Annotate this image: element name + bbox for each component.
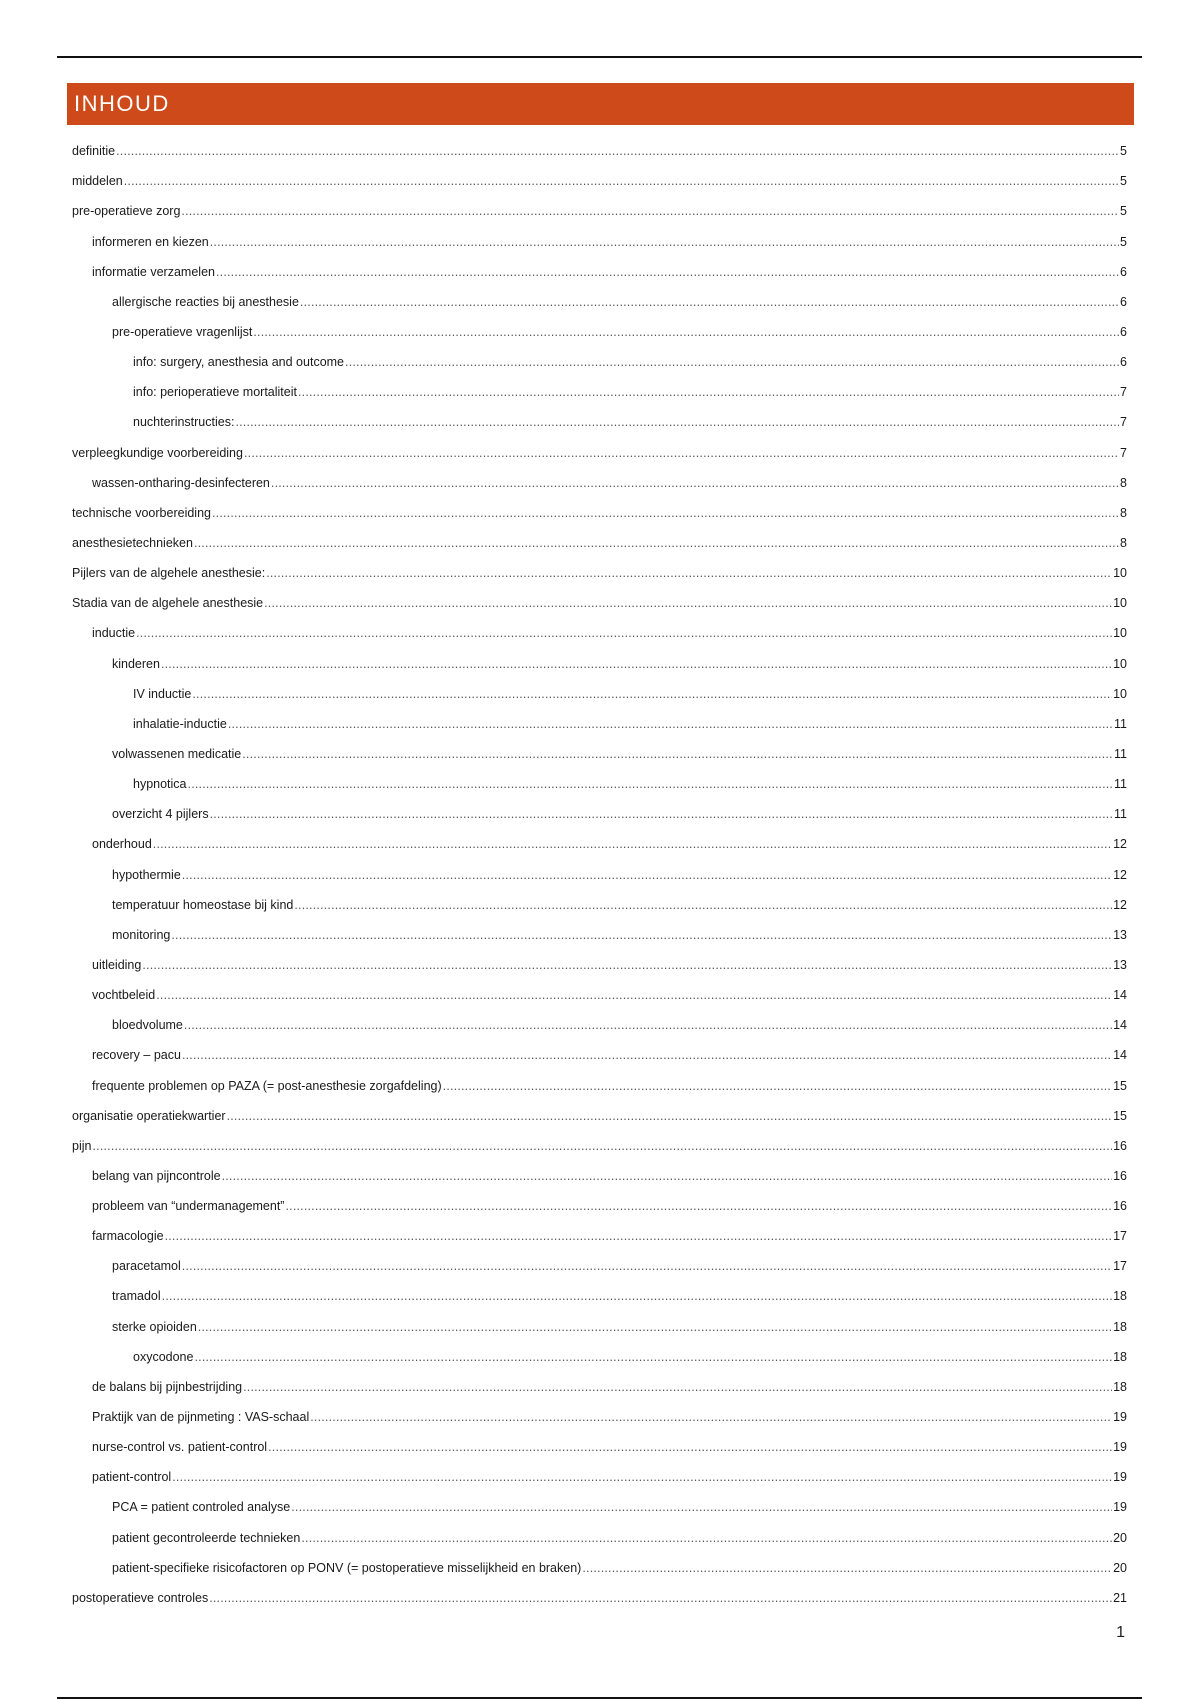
toc-entry-page: 19 (1113, 1440, 1127, 1455)
toc-entry-title: technische voorbereiding (72, 505, 211, 520)
toc-dot-leader (182, 1259, 1112, 1273)
toc-entry[interactable] (72, 467, 1127, 497)
toc-entry[interactable] (72, 919, 1127, 949)
toc-entry[interactable] (72, 1039, 1127, 1069)
toc-dot-leader (188, 777, 1114, 791)
toc-dot-leader (194, 536, 1119, 550)
bottom-rule (57, 1697, 1142, 1699)
toc-entry-page: 20 (1113, 1560, 1127, 1575)
toc-entry-title: belang van pijncontrole (92, 1168, 221, 1183)
toc-entry[interactable] (72, 1341, 1127, 1371)
toc-entry-page: 7 (1120, 445, 1127, 460)
toc-entry-title: kinderen (112, 656, 160, 671)
toc-entry-page: 10 (1113, 656, 1127, 671)
toc-entry-page: 10 (1113, 686, 1127, 701)
toc-entry[interactable] (72, 949, 1127, 979)
toc-entry-page: 20 (1113, 1530, 1127, 1545)
toc-dot-leader (582, 1561, 1112, 1575)
toc-entry[interactable] (72, 1160, 1127, 1190)
toc-entry[interactable] (72, 858, 1127, 888)
toc-entry[interactable] (72, 708, 1127, 738)
toc-entry[interactable] (72, 527, 1127, 557)
toc-entry-title: onderhoud (92, 837, 152, 852)
toc-dot-leader (171, 928, 1112, 942)
toc-entry[interactable] (72, 1521, 1127, 1551)
toc-entry-title: monitoring (112, 927, 171, 942)
toc-entry-title: recovery – pacu (92, 1048, 181, 1063)
toc-entry-title: informatie verzamelen (92, 264, 215, 279)
toc-entry-page: 8 (1120, 475, 1127, 490)
toc-entry-title: de balans bij pijnbestrijding (92, 1379, 243, 1394)
toc-entry-title: patient gecontroleerde technieken (112, 1530, 301, 1545)
toc-dot-leader (298, 385, 1119, 399)
toc-entry-title: bloedvolume (112, 1018, 183, 1033)
toc-entry-page: 18 (1113, 1379, 1127, 1394)
toc-entry[interactable] (72, 1190, 1127, 1220)
toc-entry[interactable] (72, 1461, 1127, 1491)
toc-entry-page: 11 (1114, 716, 1127, 731)
toc-dot-leader (310, 1410, 1112, 1424)
toc-entry[interactable] (72, 165, 1127, 195)
toc-entry[interactable] (72, 1069, 1127, 1099)
toc-entry-title: nuchterinstructies: (133, 415, 235, 430)
toc-entry-page: 19 (1113, 1470, 1127, 1485)
toc-entry-title: postoperatieve controles (72, 1590, 209, 1605)
toc-entry[interactable] (72, 1220, 1127, 1250)
toc-dot-leader (182, 868, 1112, 882)
toc-entry-title: hypnotica (133, 777, 187, 792)
toc-entry-title: IV inductie (133, 686, 192, 701)
toc-entry[interactable] (72, 768, 1127, 798)
toc-entry-title: organisatie operatiekwartier (72, 1108, 226, 1123)
toc-entry[interactable] (72, 1100, 1127, 1130)
toc-entry-page: 10 (1113, 626, 1127, 641)
toc-entry[interactable] (72, 979, 1127, 1009)
toc-dot-leader (228, 717, 1113, 731)
toc-entry-title: PCA = patient controled analyse (112, 1500, 291, 1515)
toc-entry-page: 16 (1113, 1168, 1127, 1183)
toc-dot-leader (271, 476, 1119, 490)
toc-entry[interactable] (72, 346, 1127, 376)
top-rule (57, 56, 1142, 58)
toc-entry-page: 6 (1120, 294, 1127, 309)
toc-dot-leader (142, 958, 1112, 972)
toc-entry-title: overzicht 4 pijlers (112, 807, 209, 822)
toc-dot-leader (222, 1169, 1113, 1183)
toc-entry-page: 5 (1120, 234, 1127, 249)
toc-dot-leader (291, 1500, 1112, 1514)
toc-dot-leader (345, 355, 1119, 369)
toc-entry[interactable] (72, 557, 1127, 587)
toc-entry[interactable] (72, 1371, 1127, 1401)
toc-entry-title: patient-specifieke risicofactoren op PONV (= postoperatieve misselijkheid en braken) (112, 1560, 582, 1575)
toc-entry[interactable] (72, 376, 1127, 406)
toc-dot-leader (153, 837, 1112, 851)
toc-dot-leader (243, 1380, 1112, 1394)
toc-entry[interactable] (72, 286, 1127, 316)
toc-entry-page: 14 (1113, 988, 1127, 1003)
toc-entry-title: informeren en kiezen (92, 234, 209, 249)
toc-entry[interactable] (72, 225, 1127, 255)
toc-entry-title: vochtbeleid (92, 988, 156, 1003)
toc-dot-leader (156, 988, 1112, 1002)
toc-dot-leader (198, 1320, 1112, 1334)
toc-entry[interactable] (72, 828, 1127, 858)
toc-dot-leader (443, 1079, 1112, 1093)
toc-dot-leader (285, 1199, 1112, 1213)
toc-entry-title: sterke opioiden (112, 1319, 197, 1334)
toc-entry-page: 6 (1120, 324, 1127, 339)
toc-dot-leader (264, 596, 1112, 610)
toc-entry-title: Praktijk van de pijnmeting : VAS-schaal (92, 1410, 310, 1425)
toc-entry-page: 16 (1113, 1199, 1127, 1214)
toc-entry-title: uitleiding (92, 957, 142, 972)
toc-entry-page: 21 (1113, 1590, 1127, 1605)
toc-dot-leader (162, 1289, 1112, 1303)
toc-entry-title: info: surgery, anesthesia and outcome (133, 355, 345, 370)
toc-entry-title: pre-operatieve vragenlijst (112, 324, 253, 339)
toc-dot-leader (209, 1591, 1112, 1605)
toc-entry[interactable] (72, 1552, 1127, 1582)
toc-dot-leader (235, 415, 1119, 429)
toc-entry[interactable] (72, 195, 1127, 225)
toc-dot-leader (301, 1531, 1112, 1545)
toc-entry-title: oxycodone (133, 1349, 194, 1364)
toc-entry-title: farmacologie (92, 1229, 164, 1244)
toc-entry-page: 5 (1120, 174, 1127, 189)
toc-entry-page: 18 (1113, 1319, 1127, 1334)
toc-entry-title: info: perioperatieve mortaliteit (133, 385, 297, 400)
toc-dot-leader (161, 657, 1112, 671)
toc-entry-title: middelen (72, 174, 123, 189)
toc-entry-page: 13 (1113, 957, 1127, 972)
toc-dot-leader (136, 626, 1112, 640)
toc-entry-page: 12 (1113, 867, 1127, 882)
toc-entry[interactable] (72, 316, 1127, 346)
toc-entry[interactable] (72, 436, 1127, 466)
toc-header-banner (67, 83, 1134, 125)
toc-entry-title: tramadol (112, 1289, 161, 1304)
toc-dot-leader (124, 174, 1119, 188)
toc-dot-leader (216, 265, 1119, 279)
toc-entry-page: 17 (1113, 1259, 1127, 1274)
toc-entry-page: 12 (1113, 897, 1127, 912)
toc-entry-title: pre-operatieve zorg (72, 204, 181, 219)
toc-dot-leader (253, 325, 1119, 339)
toc-entry-title: temperatuur homeostase bij kind (112, 897, 294, 912)
toc-entry-title: allergische reacties bij anesthesie (112, 294, 299, 309)
toc-dot-leader (242, 747, 1113, 761)
toc-dot-leader (300, 295, 1119, 309)
toc-entry-page: 5 (1120, 144, 1127, 159)
toc-entry-title: Pijlers van de algehele anesthesie: (72, 566, 266, 581)
toc-dot-leader (210, 807, 1113, 821)
toc-dot-leader (212, 506, 1119, 520)
toc-entry-page: 12 (1113, 837, 1127, 852)
toc-entry[interactable] (72, 1431, 1127, 1461)
toc-entry[interactable] (72, 497, 1127, 527)
toc-entry-page: 19 (1113, 1410, 1127, 1425)
toc-entry-page: 10 (1113, 566, 1127, 581)
toc-dot-leader (244, 446, 1119, 460)
toc-entry-title: inductie (92, 626, 136, 641)
toc-entry-page: 18 (1113, 1289, 1127, 1304)
toc-entry[interactable] (72, 1280, 1127, 1310)
page-number: 1 (1116, 1624, 1125, 1641)
toc-entry-page: 16 (1113, 1138, 1127, 1153)
toc-entry[interactable] (72, 617, 1127, 647)
toc-entry-page: 11 (1114, 777, 1127, 792)
toc-entry-page: 10 (1113, 596, 1127, 611)
table-of-contents (72, 135, 1127, 1612)
toc-entry[interactable] (72, 678, 1127, 708)
toc-entry[interactable] (72, 256, 1127, 286)
toc-entry[interactable] (72, 1130, 1127, 1160)
toc-entry-title: definitie (72, 144, 116, 159)
toc-entry[interactable] (72, 1250, 1127, 1280)
toc-entry-page: 18 (1113, 1349, 1127, 1364)
toc-dot-leader (92, 1139, 1112, 1153)
toc-entry-page: 6 (1120, 355, 1127, 370)
toc-dot-leader (165, 1229, 1113, 1243)
toc-entry[interactable] (72, 647, 1127, 677)
toc-dot-leader (182, 1048, 1112, 1062)
toc-entry-title: anesthesietechnieken (72, 535, 193, 550)
toc-entry-page: 8 (1120, 505, 1127, 520)
toc-entry-title: pijn (72, 1138, 92, 1153)
toc-entry-page: 11 (1114, 746, 1127, 761)
toc-entry-page: 14 (1113, 1048, 1127, 1063)
toc-entry-title: hypothermie (112, 867, 181, 882)
toc-dot-leader (268, 1440, 1112, 1454)
toc-dot-leader (181, 204, 1119, 218)
toc-entry-page: 13 (1113, 927, 1127, 942)
toc-entry[interactable] (72, 738, 1127, 768)
toc-entry[interactable] (72, 1310, 1127, 1340)
toc-dot-leader (210, 235, 1119, 249)
toc-dot-leader (184, 1018, 1112, 1032)
toc-entry-title: verpleegkundige voorbereiding (72, 445, 243, 460)
toc-entry-title: volwassenen medicatie (112, 746, 242, 761)
toc-dot-leader (266, 566, 1112, 580)
toc-entry-page: 7 (1120, 385, 1127, 400)
toc-entry-page: 17 (1113, 1229, 1127, 1244)
toc-entry-title: inhalatie-inductie (133, 716, 227, 731)
toc-dot-leader (192, 687, 1112, 701)
toc-entry-page: 7 (1120, 415, 1127, 430)
toc-entry-title: frequente problemen op PAZA (= post-anesthesie zorgafdeling) (92, 1078, 442, 1093)
toc-entry[interactable] (72, 889, 1127, 919)
toc-heading: INHOUD (74, 91, 170, 116)
toc-entry[interactable] (72, 587, 1127, 617)
toc-dot-leader (172, 1470, 1112, 1484)
toc-entry-page: 15 (1113, 1078, 1127, 1093)
toc-entry-page: 6 (1120, 264, 1127, 279)
toc-entry-page: 19 (1113, 1500, 1127, 1515)
toc-entry-title: paracetamol (112, 1259, 181, 1274)
toc-entry-title: Stadia van de algehele anesthesie (72, 596, 264, 611)
toc-entry-page: 15 (1113, 1108, 1127, 1123)
toc-entry-page: 14 (1113, 1018, 1127, 1033)
toc-entry[interactable] (72, 1491, 1127, 1521)
toc-entry[interactable] (72, 135, 1127, 165)
toc-dot-leader (116, 144, 1119, 158)
toc-entry-page: 11 (1114, 807, 1127, 822)
toc-entry-title: wassen-ontharing-desinfecteren (92, 475, 270, 490)
toc-entry[interactable] (72, 406, 1127, 436)
toc-dot-leader (294, 898, 1112, 912)
toc-entry-title: nurse-control vs. patient-control (92, 1440, 268, 1455)
toc-entry-page: 5 (1120, 204, 1127, 219)
toc-entry[interactable] (72, 1401, 1127, 1431)
toc-entry-title: probleem van “undermanagement” (92, 1199, 285, 1214)
toc-entry-page: 8 (1120, 535, 1127, 550)
toc-dot-leader (194, 1350, 1112, 1364)
toc-dot-leader (227, 1109, 1113, 1123)
toc-entry-title: patient-control (92, 1470, 172, 1485)
toc-entry[interactable] (72, 1582, 1127, 1612)
toc-entry[interactable] (72, 798, 1127, 828)
toc-entry[interactable] (72, 1009, 1127, 1039)
